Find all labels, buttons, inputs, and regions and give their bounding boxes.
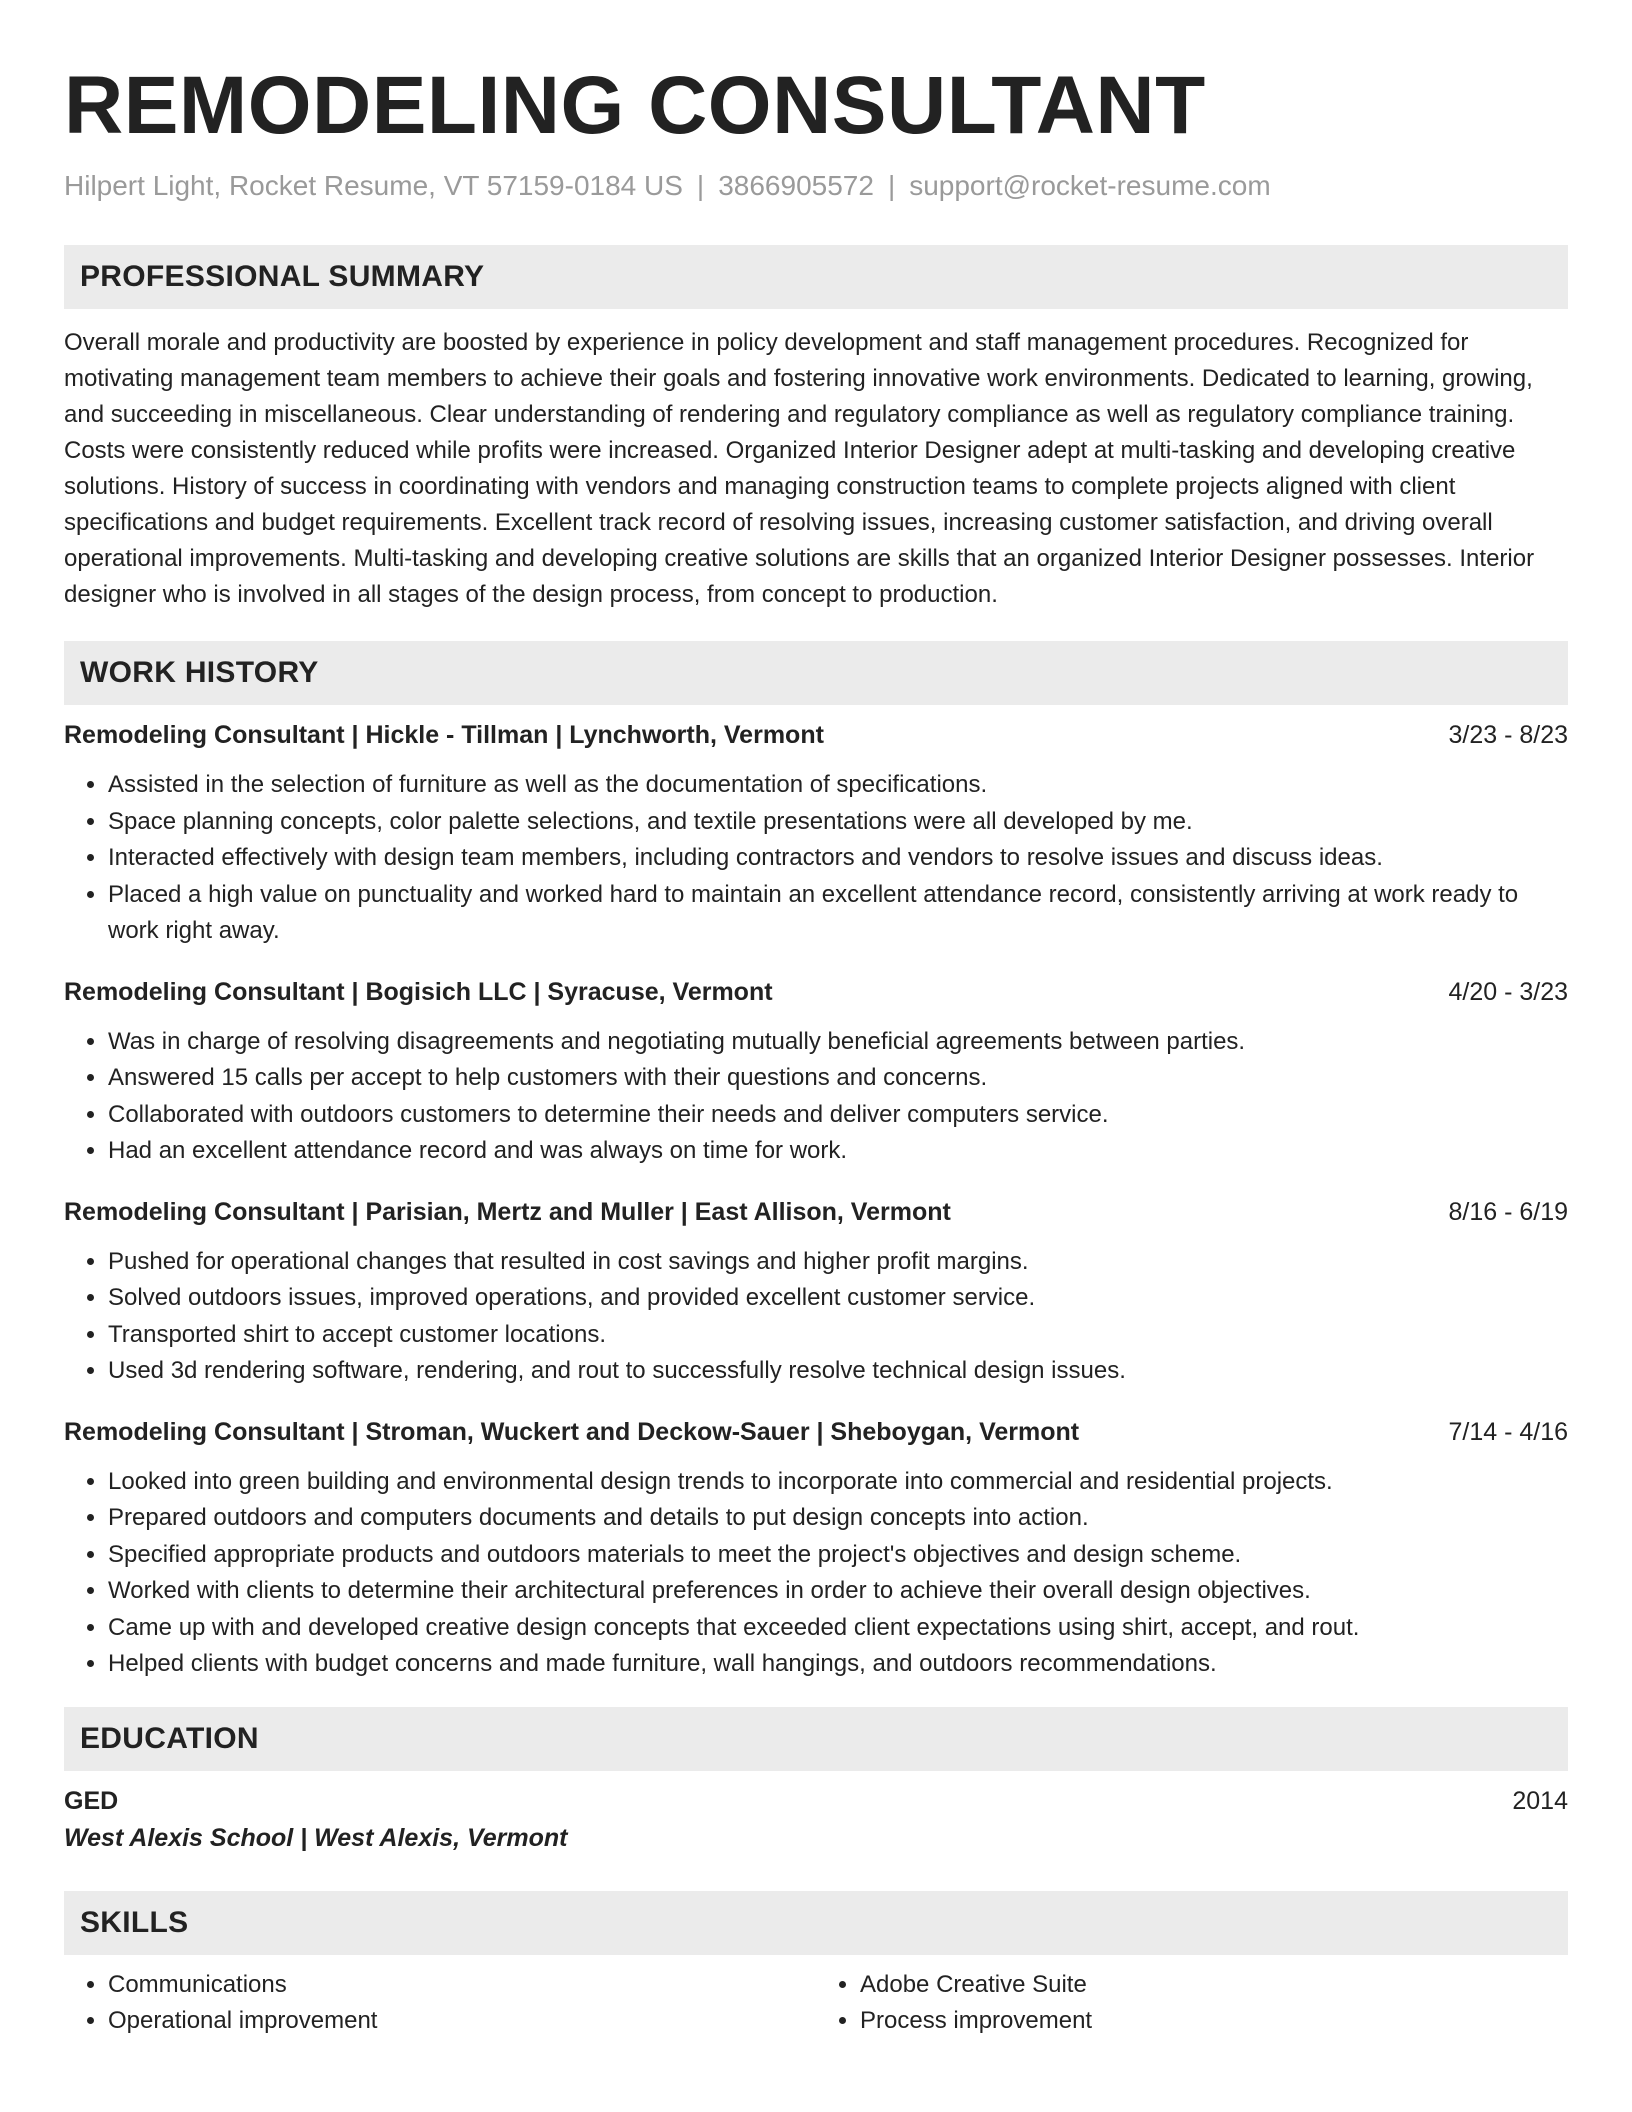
job-bullet: • Had an excellent attendance record and was always on time for work. — [108, 1133, 1568, 1170]
job-bullet: • Answered 15 calls per accept to help customers with their questions and concerns. — [108, 1060, 1568, 1097]
job-dates: 3/23 - 8/23 — [1448, 721, 1568, 749]
job-bullets — [64, 1024, 1568, 1170]
section-heading-skills: SKILLS — [64, 1891, 1568, 1955]
contact-line — [64, 168, 1568, 204]
education-entry — [64, 1783, 1568, 1819]
skill-item: • Adobe Creative Suite — [860, 1967, 1568, 2003]
job-header — [64, 1414, 1568, 1450]
job-header — [64, 717, 1568, 753]
skill-item: • Communications — [108, 1967, 816, 2003]
education-year: 2014 — [1512, 1786, 1568, 1815]
job-header — [64, 974, 1568, 1010]
contact-email: support@rocket-resume.com — [909, 170, 1271, 201]
job-bullet: • Solved outdoors issues, improved operations, and provided excellent customer service. — [108, 1280, 1568, 1317]
job-entry — [64, 974, 1568, 1170]
job-bullet: • Was in charge of resolving disagreements and negotiating mutually beneficial agreements between parties. — [108, 1024, 1568, 1061]
job-bullet: • Worked with clients to determine their architectural preferences in order to achieve their overall design objectives. — [108, 1573, 1568, 1610]
job-bullet: • Came up with and developed creative design concepts that exceeded client expectations using shirt, accept, and rout. — [108, 1610, 1568, 1647]
skills-column-right — [816, 1967, 1568, 2039]
section-heading-education: EDUCATION — [64, 1707, 1568, 1771]
job-bullet: • Collaborated with outdoors customers to determine their needs and deliver computers service. — [108, 1097, 1568, 1134]
education-school: West Alexis School | West Alexis, Vermont — [64, 1823, 568, 1852]
job-bullet: • Placed a high value on punctuality and worked hard to maintain an excellent attendance record, consistently arriving at work ready to work right away. — [108, 877, 1568, 950]
job-entry — [64, 717, 1568, 950]
summary-text: Overall morale and productivity are boosted by experience in policy development and staff management procedures. Recognized for motivating management team members to achieve their goals and fostering innovative work environments. Dedicated to learning, growing, and succeeding in miscellaneous. Clear understanding of rendering and regulatory compliance as well as regulatory compliance training. Costs were consistently reduced while profits were increased. Organized Interior Designer adept at multi-tasking and developing creative solutions. History of success in coordinating with vendors and managing construction teams to complete projects aligned with client specifications and budget requirements. Excellent track record of resolving issues, increasing customer satisfaction, and driving overall operational improvements. Multi-tasking and developing creative solutions are skills that an organized Interior Designer possesses. Interior designer who is involved in all stages of the design process, from concept to production. — [64, 329, 1535, 608]
job-bullet: • Interacted effectively with design team members, including contractors and vendors to resolve issues and discuss ideas. — [108, 840, 1568, 877]
resume-title: REMODELING CONSULTANT — [64, 60, 1206, 151]
job-entry — [64, 1194, 1568, 1390]
work-history-list — [64, 717, 1568, 1683]
job-bullet: • Space planning concepts, color palette selections, and textile presentations were all developed by me. — [108, 804, 1568, 841]
job-bullet: • Pushed for operational changes that resulted in cost savings and higher profit margins. — [108, 1244, 1568, 1281]
job-dates: 8/16 - 6/19 — [1448, 1197, 1568, 1226]
job-bullet: • Looked into green building and environmental design trends to incorporate into commercial and residential projects. — [108, 1464, 1568, 1501]
job-bullets — [64, 767, 1568, 950]
contact-separator: | — [696, 170, 705, 201]
education-degree: GED — [64, 1786, 119, 1815]
job-title: Remodeling Consultant | Bogisich LLC | Syracuse, Vermont — [64, 977, 773, 1006]
job-bullet: • Transported shirt to accept customer locations. — [108, 1317, 1568, 1354]
section-heading-summary: PROFESSIONAL SUMMARY — [64, 245, 1568, 309]
contact-address: Hilpert Light, Rocket Resume, VT 57159-0184 US — [64, 170, 683, 201]
job-bullet: • Prepared outdoors and computers documents and details to put design concepts into action. — [108, 1500, 1568, 1537]
job-entry — [64, 1414, 1568, 1683]
skills-column-left — [64, 1967, 816, 2039]
job-bullet: • Specified appropriate products and outdoors materials to meet the project's objectives and design scheme. — [108, 1537, 1568, 1574]
section-heading-work-history: WORK HISTORY — [64, 641, 1568, 705]
skill-item: • Process improvement — [860, 2003, 1568, 2039]
job-header — [64, 1194, 1568, 1230]
contact-separator: | — [887, 170, 896, 201]
job-dates: 7/14 - 4/16 — [1448, 1417, 1568, 1446]
skill-item: • Operational improvement — [108, 2003, 816, 2039]
skills-list — [64, 1967, 1568, 2039]
job-bullets — [64, 1244, 1568, 1390]
job-title: Remodeling Consultant | Stroman, Wuckert and Deckow-Sauer | Sheboygan, Vermont — [64, 1417, 1080, 1446]
job-bullet: • Helped clients with budget concerns and made furniture, wall hangings, and outdoors recommendations. — [108, 1646, 1568, 1683]
job-bullet: • Assisted in the selection of furniture as well as the documentation of specifications. — [108, 767, 1568, 804]
job-dates: 4/20 - 3/23 — [1448, 977, 1568, 1006]
job-bullet: • Used 3d rendering software, rendering, and rout to successfully resolve technical design issues. — [108, 1353, 1568, 1390]
contact-phone: 3866905572 — [718, 170, 874, 201]
job-bullets — [64, 1464, 1568, 1683]
job-title: Remodeling Consultant | Hickle - Tillman | Lynchworth, Vermont — [64, 721, 824, 749]
job-title: Remodeling Consultant | Parisian, Mertz and Muller | East Allison, Vermont — [64, 1197, 951, 1226]
